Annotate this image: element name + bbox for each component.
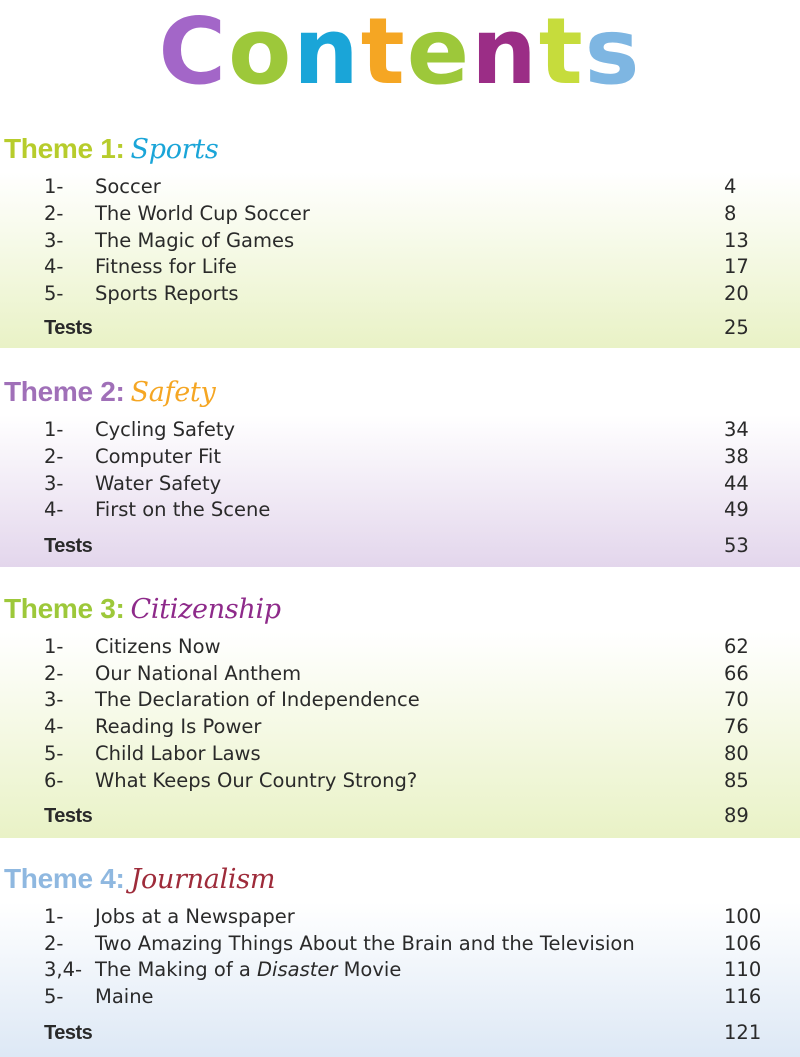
lesson-title: What Keeps Our Country Strong?	[95, 768, 418, 792]
title-letter: C	[158, 0, 229, 105]
title-letter: o	[228, 0, 294, 105]
theme-heading	[4, 593, 281, 625]
tests-label: Tests	[44, 535, 93, 557]
lesson-number: 1-	[44, 418, 64, 441]
lesson-title: First on the Scene	[95, 498, 271, 522]
lesson-page-number: 17	[724, 255, 749, 279]
tests-row[interactable]	[0, 532, 800, 560]
theme-label: Theme 2:	[4, 376, 125, 407]
title-letter: s	[584, 0, 642, 105]
lesson-title: Computer Fit	[95, 444, 221, 468]
lesson-row[interactable]	[0, 984, 800, 1010]
lesson-row[interactable]	[0, 228, 800, 254]
lesson-number: 3,4-	[44, 958, 83, 982]
theme-name: Journalism	[130, 864, 276, 895]
lesson-row[interactable]	[0, 904, 800, 930]
lesson-number: 1-	[44, 905, 64, 928]
lesson-page-number: 38	[724, 444, 749, 468]
lesson-title: Our National Anthem	[95, 661, 302, 685]
lesson-page-number: 66	[724, 661, 749, 685]
lesson-page-number: 85	[724, 768, 749, 792]
tests-page-number: 89	[724, 804, 749, 827]
lesson-title: Child Labor Laws	[95, 741, 261, 765]
lesson-page-number: 110	[724, 958, 762, 982]
lesson-page-number: 49	[724, 498, 749, 522]
lesson-row[interactable]	[0, 714, 800, 740]
tests-page-number: 25	[724, 316, 749, 339]
lesson-number: 1-	[44, 175, 64, 198]
lesson-row[interactable]	[0, 634, 800, 660]
lesson-page-number: 62	[724, 635, 749, 658]
theme-label: Theme 1:	[4, 133, 125, 164]
theme-label: Theme 4:	[4, 863, 125, 894]
lesson-number: 2-	[44, 444, 64, 468]
lesson-title: Jobs at a Newspaper	[95, 905, 295, 928]
tests-row[interactable]	[0, 314, 800, 342]
lesson-title: Two Amazing Things About the Brain and the Television	[95, 931, 635, 955]
theme-heading	[4, 376, 215, 408]
lesson-title: Sports Reports	[95, 282, 239, 306]
lesson-number: 5-	[44, 282, 64, 306]
lesson-title: Citizens Now	[95, 635, 221, 658]
lesson-number: 5-	[44, 985, 64, 1009]
lesson-title: Soccer	[95, 175, 161, 198]
lesson-title: The Making of a Disaster Movie	[95, 958, 402, 982]
lesson-row[interactable]	[0, 471, 800, 497]
tests-label: Tests	[44, 317, 93, 339]
tests-row[interactable]	[0, 1019, 800, 1047]
lesson-row[interactable]	[0, 687, 800, 713]
theme-name: Sports	[130, 134, 219, 165]
lesson-page-number: 76	[724, 715, 749, 739]
tests-label: Tests	[44, 1022, 93, 1044]
lesson-row[interactable]	[0, 661, 800, 687]
tests-label: Tests	[44, 805, 93, 827]
lesson-page-number: 100	[724, 905, 762, 928]
tests-page-number: 121	[724, 1021, 762, 1044]
theme-label: Theme 3:	[4, 593, 125, 624]
title-letter: n	[471, 0, 539, 105]
tests-page-number: 53	[724, 534, 749, 557]
theme-name: Citizenship	[130, 594, 281, 625]
lesson-number: 4-	[44, 255, 64, 279]
lesson-page-number: 44	[724, 471, 749, 495]
lesson-row[interactable]	[0, 497, 800, 523]
lesson-title: The Declaration of Independence	[95, 688, 420, 712]
lesson-page-number: 4	[724, 175, 737, 198]
lesson-row[interactable]	[0, 174, 800, 200]
lesson-number: 2-	[44, 931, 64, 955]
lesson-page-number: 13	[724, 228, 749, 252]
lesson-page-number: 80	[724, 741, 749, 765]
lesson-page-number: 106	[724, 931, 762, 955]
lesson-number: 4-	[44, 715, 64, 739]
lesson-number: 6-	[44, 768, 64, 792]
lesson-title: Fitness for Life	[95, 255, 237, 279]
title-letter: n	[293, 0, 361, 105]
lesson-number: 1-	[44, 635, 64, 658]
theme-heading	[4, 863, 275, 895]
lesson-number: 2-	[44, 201, 64, 225]
lesson-number: 4-	[44, 498, 64, 522]
title-letter: t	[538, 0, 585, 105]
lesson-row[interactable]	[0, 254, 800, 280]
theme-heading	[4, 133, 218, 165]
lesson-page-number: 70	[724, 688, 749, 712]
lesson-row[interactable]	[0, 741, 800, 767]
lesson-row[interactable]	[0, 931, 800, 957]
lesson-page-number: 116	[724, 985, 762, 1009]
lesson-title: Cycling Safety	[95, 418, 236, 441]
lesson-row[interactable]	[0, 957, 800, 983]
lesson-number: 2-	[44, 661, 64, 685]
lesson-number: 3-	[44, 688, 64, 712]
lesson-number: 3-	[44, 471, 64, 495]
lesson-row[interactable]	[0, 201, 800, 227]
lesson-page-number: 8	[724, 201, 737, 225]
title-letter: t	[360, 0, 407, 105]
theme-name: Safety	[130, 377, 216, 408]
lesson-row[interactable]	[0, 417, 800, 443]
lesson-title: Reading Is Power	[95, 715, 262, 739]
lesson-title: Water Safety	[95, 471, 222, 495]
lesson-page-number: 20	[724, 282, 749, 306]
title-letter: e	[406, 0, 472, 105]
lesson-number: 3-	[44, 228, 64, 252]
tests-row[interactable]	[0, 802, 800, 830]
lesson-row[interactable]	[0, 281, 800, 307]
lesson-row[interactable]	[0, 444, 800, 470]
lesson-title: The World Cup Soccer	[95, 201, 310, 225]
page-title	[0, 0, 800, 122]
lesson-page-number: 34	[724, 418, 749, 441]
lesson-title: The Magic of Games	[95, 228, 295, 252]
lesson-row[interactable]	[0, 768, 800, 794]
lesson-number: 5-	[44, 741, 64, 765]
lesson-title: Maine	[95, 985, 154, 1009]
